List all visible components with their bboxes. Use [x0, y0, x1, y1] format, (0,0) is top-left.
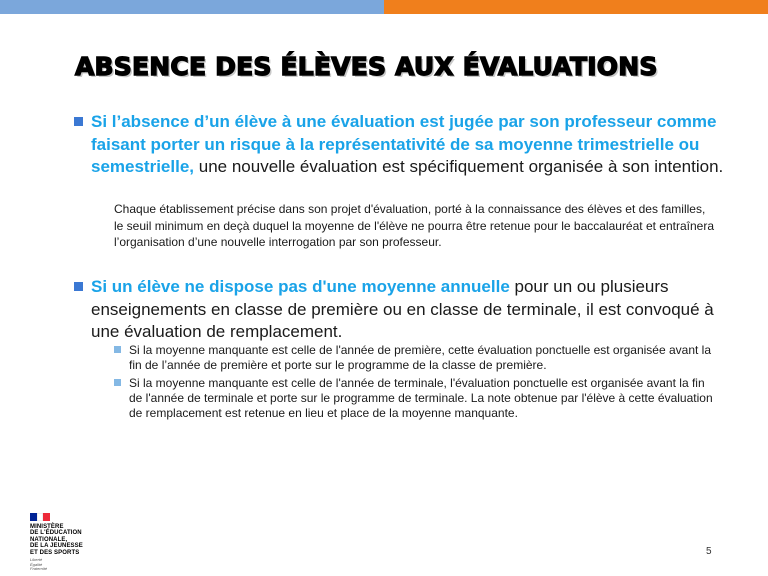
flag-red-stripe — [43, 513, 50, 521]
top-bar-orange-segment — [384, 0, 768, 14]
bullet-moyenne-annuelle — [74, 276, 724, 344]
bullet-absence-evaluation — [74, 111, 724, 179]
top-color-bar — [0, 0, 768, 14]
bullet-text — [91, 276, 724, 344]
sub-bullet-text: Si la moyenne manquante est celle de l'année de première, cette évaluation ponctuelle est organisée avant la fin de l’année de première et porte sur le programme de la classe de première. — [129, 343, 711, 372]
french-flag-icon — [30, 513, 50, 521]
square-bullet-icon — [74, 117, 83, 126]
bullet-text — [91, 111, 724, 179]
top-bar-blue-segment — [0, 0, 384, 14]
ministry-logo — [30, 513, 100, 572]
page-number: 5 — [706, 546, 712, 557]
logo-line: DE LA JEUNESSE — [30, 543, 83, 550]
bullet-highlight: Si un élève ne dispose pas d'une moyenne annuelle — [91, 277, 510, 296]
small-square-bullet-icon — [114, 346, 121, 353]
bullet-highlight: Si l’absence d’un élève à une évaluation est jugée par son professeur comme faisant porter un risque à la représentativité de sa moyenne trimestrielle ou semestrielle, — [91, 112, 717, 176]
logo-motto — [30, 558, 100, 572]
sub-bullet-terminale — [114, 376, 719, 421]
logo-line: DE L'ÉDUCATION — [30, 530, 82, 537]
motto-line: Fraternité — [30, 566, 48, 572]
motto-line: Égalité — [30, 561, 43, 567]
small-square-bullet-icon — [114, 379, 121, 386]
logo-line: MINISTÈRE — [30, 524, 64, 530]
motto-line: Liberté — [30, 557, 43, 563]
logo-line: ET DES SPORTS — [30, 549, 80, 556]
bullet-rest: une nouvelle évaluation est spécifiquement organisée à son intention. — [194, 157, 724, 176]
paragraph-seuil-minimum: Chaque établissement précise dans son projet d'évaluation, porté à la connaissance des élèves et des familles, le seuil minimum en deçà duquel la moyenne de l'élève ne pourra être retenue pour le baccalauréat et entraînera l’organisation d’une nouvelle interrogation par son professeur. — [114, 202, 714, 249]
flag-blue-stripe — [30, 513, 37, 521]
flag-white-stripe — [37, 513, 44, 521]
square-bullet-icon — [74, 282, 83, 291]
bullet-rest: pour un ou plusieurs enseignements en classe de première ou en classe de terminale, il est convoqué à une évaluation de remplacement. — [91, 277, 714, 341]
sub-bullet-premiere — [114, 343, 719, 373]
logo-line: NATIONALE, — [30, 536, 68, 543]
sub-bullet-text: Si la moyenne manquante est celle de l'année de terminale, l'évaluation ponctuelle est organisée avant la fin de l'année de terminale et porte sur le programme de terminale. La note obtenue par l'élève à cette évaluation de remplacement est retenue en lieu et place de la moyenne manquante. — [129, 376, 713, 420]
slide-title: ABSENCE DES ÉLÈVES AUX ÉVALUATIONS — [75, 52, 658, 81]
